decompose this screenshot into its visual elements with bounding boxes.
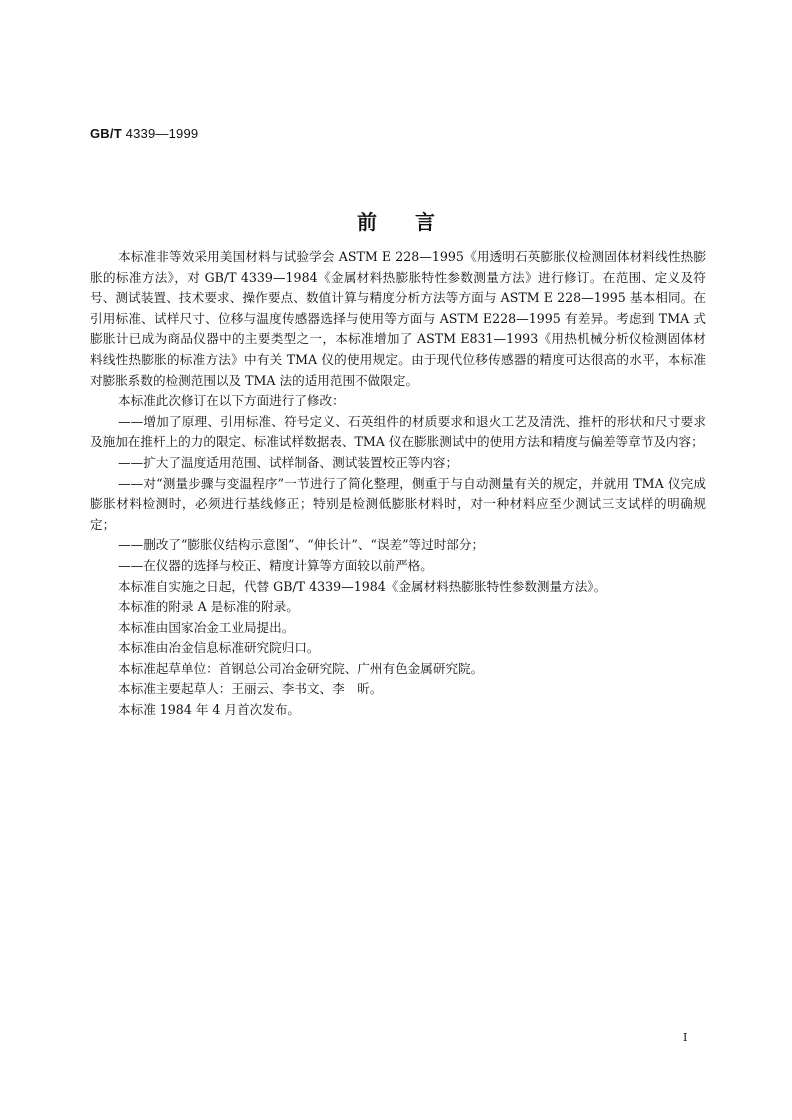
standard-number-header [90,126,198,141]
paragraph: 本标准 1984 年 4 月首次发布。 [118,702,301,718]
paragraph: 本标准的附录 A 是标准的附录。 [118,599,299,615]
paragraph: ——在仪器的选择与校正、精度计算等方面较以前严格。 [118,557,433,573]
foreword-body [90,247,706,721]
paragraph: ——扩大了温度适用范围、试样制备、测试装置校正等内容； [118,454,459,470]
paragraph: 本标准主要起草人：王丽云、李书文、李 昕。 [118,681,383,697]
paragraph: 本标准此次修订在以下方面进行了修改： [118,393,345,409]
standard-code: GB/T [90,126,122,141]
paragraph: 本标准由国家冶金工业局提出。 [118,619,295,635]
page-number: I [683,1031,688,1044]
page-title: 前言 [357,210,473,234]
paragraph: ——删改了“膨胀仪结构示意图”、“伸长计”、“误差”等过时部分； [118,537,485,553]
standard-year: 4339—1999 [125,126,199,141]
paragraph: ——对“测量步骤与变温程序”一节进行了简化整理，侧重于与自动测量有关的规定，并就用 TMA 仪完成膨胀材料检测时，必须进行基线修正；特别是检测低膨胀材料时，对一种材料应至少测试三支试样的明确规定； [90,475,706,532]
paragraph: 本标准非等效采用美国材料与试验学会 ASTM E 228—1995《用透明石英膨胀仪检测固体材料线性热膨胀的标准方法》，对 GB/T 4339—1984《金属材料热膨胀特性参数测量方法》进行修订。在范围、定义及符号、测试装置、技术要求、操作要点、数值计算与精度分析方法等方面与 ASTM E 228—1995 基本相同。在引用标准、试样尺寸、位移与温度传感器选择与使用等方面与 ASTM E228—1995 有差异。考虑到 TMA 式膨胀计已成为商品仪器中的主要类型之一，本标准增加了 ASTM E831—1993《用热机械分析仪检测固体材料线性热膨胀的标准方法》中有关 TMA 仪的使用规定。由于现代位移传感器的精度可达很高的水平，本标准对膨胀系数的检测范围以及 TMA 法的适用范围不做限定。 [90,249,706,388]
paragraph: 本标准自实施之日起，代替 GB/T 4339—1984《金属材料热膨胀特性参数测量方法》。 [118,578,607,594]
paragraph: ——增加了原理、引用标准、符号定义、石英组件的材质要求和退火工艺及清洗、推杆的形状和尺寸要求及施加在推杆上的力的限定、标准试样数据表、TMA 仪在膨胀测试中的使用方法和精度与偏差等章节及内容； [90,413,706,450]
paragraph: 本标准由冶金信息标准研究院归口。 [118,640,320,656]
paragraph: 本标准起草单位：首钢总公司冶金研究院、广州有色金属研究院。 [118,660,484,676]
